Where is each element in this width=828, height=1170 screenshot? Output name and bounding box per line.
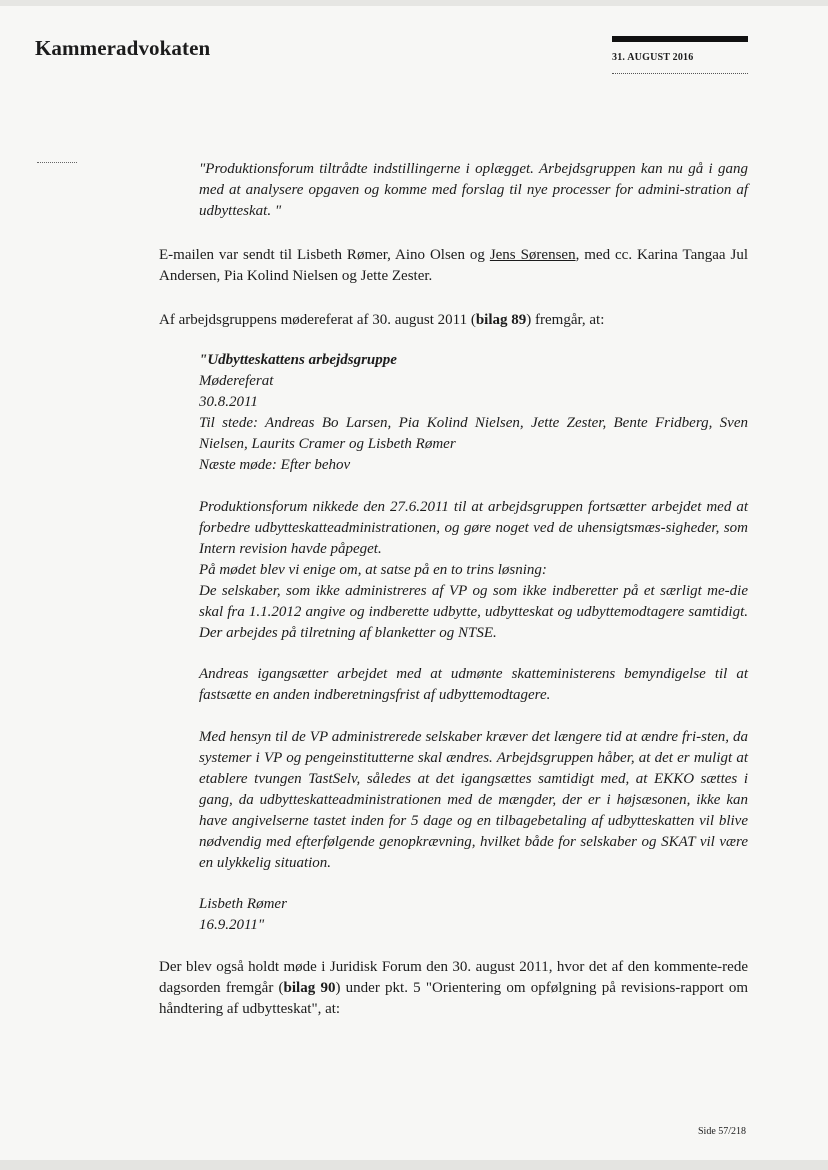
- minutes-doc-type: Mødereferat: [199, 373, 274, 389]
- minutes-sign-date: 16.9.2011": [199, 917, 265, 933]
- minutes-signer: Lisbeth Rømer: [199, 896, 287, 912]
- page-number: Side 57/218: [698, 1126, 747, 1137]
- minutes-signature: [199, 894, 748, 936]
- minutes-date: 30.8.2011: [199, 394, 258, 410]
- minutes-p1-line3: De selskaber, som ikke administreres af VP og som ikke indberetter på et særligt me-die skal fra 1.1.2012 angive og indberette udbytte, udbytteskat og udbyttemodtagere samtidigt. Der arbejdes på tilretning af blanketter og NTSE.: [199, 583, 748, 641]
- email-suffix: , med cc. Karina Tangaa Jul Andersen, Pia Kolind Nielsen og Jette Zester.: [159, 247, 749, 284]
- minutes-paragraph-2: Andreas igangsætter arbejdet med at udmønte skatteministerens bemyndigelse til at fastsætte en anden indberetningsfrist af udbyttemodtagere.: [199, 666, 748, 703]
- margin-rule: [37, 162, 77, 163]
- header-date: 31. AUGUST 2016: [612, 52, 694, 63]
- email-prefix: E-mailen var sendt til Lisbeth Rømer, Aino Olsen og: [159, 247, 490, 263]
- header-bar: [612, 36, 748, 42]
- email-paragraph: [159, 245, 748, 287]
- referat-prefix: Af arbejdsgruppens mødereferat af 30. august 2011 (: [159, 312, 476, 328]
- minutes-next-meeting: Næste møde: Efter behov: [199, 457, 351, 473]
- minutes-paragraph-3: Med hensyn til de VP administrerede selskaber kræver det længere tid at ændre fri-sten, da systemer i VP og pengeinstitutterne skal ændres. Arbejdsgruppen håber, at det er muligt at etablere tvungen TastSelv, således at det igangsættes samtidigt med, at EKKO sættes i gang, da udbytteskatteadministrationen med de mængder, der er i højsæsonen, ikke kan have angivelserne tastet inden for 5 dage og en tilbagebetaling af udbytteskatten vil blive nødvendig med efterfølgende genopkrævning, hvilket både for selskaber og SKAT vil være en ulykkelig situation.: [199, 729, 748, 871]
- header-date-rule: [612, 73, 748, 74]
- logo-text: Kammeradvokaten: [35, 36, 211, 60]
- minutes-header: [199, 350, 748, 476]
- referat-bilag: bilag 89: [475, 312, 527, 328]
- forum-prefix: Der blev også holdt møde i Juridisk Forum den 30. august 2011, hvor det af den kommente-rede dagsorden fremgår (: [159, 959, 748, 996]
- minutes-p1-line1: Produktionsforum nikkede den 27.6.2011 til at arbejdsgruppen fortsætter arbejdet med at forbedre udbytteskatteadministrationen, og gøre noget ved de uhensigtsmæs-sigheder, som Intern revision havde påpeget.: [199, 499, 748, 557]
- page-top-edge: [0, 0, 828, 6]
- forum-paragraph: [159, 957, 748, 1020]
- minutes-title: "Udbytteskattens arbejdsgruppe: [199, 352, 397, 368]
- page-bottom-edge: [0, 1160, 828, 1170]
- minutes-paragraph-1: [199, 497, 748, 644]
- referat-paragraph: [159, 310, 748, 331]
- forum-suffix: ) under pkt. 5 "Orientering om opfølgning på revisions-rapport om håndtering af udbytteskat", at:: [159, 980, 749, 1017]
- quote-produktionsforum: "Produktionsforum tiltrådte indstillingerne i oplægget. Arbejdsgruppen kan nu gå i gang med at analysere opgaven og komme med forslag til nye processer for admini-stration af udbytteskat. ": [199, 161, 748, 219]
- email-name-underlined: Jens Sørensen: [489, 247, 576, 263]
- forum-bilag: bilag 90: [283, 980, 336, 996]
- minutes-p1-line2: På mødet blev vi enige om, at satse på en to trins løsning:: [199, 562, 547, 578]
- referat-suffix: ) fremgår, at:: [526, 312, 605, 328]
- minutes-attendees: Til stede: Andreas Bo Larsen, Pia Kolind Nielsen, Jette Zester, Bente Fridberg, Sven Nielsen, Laurits Cramer og Lisbeth Rømer: [199, 415, 748, 452]
